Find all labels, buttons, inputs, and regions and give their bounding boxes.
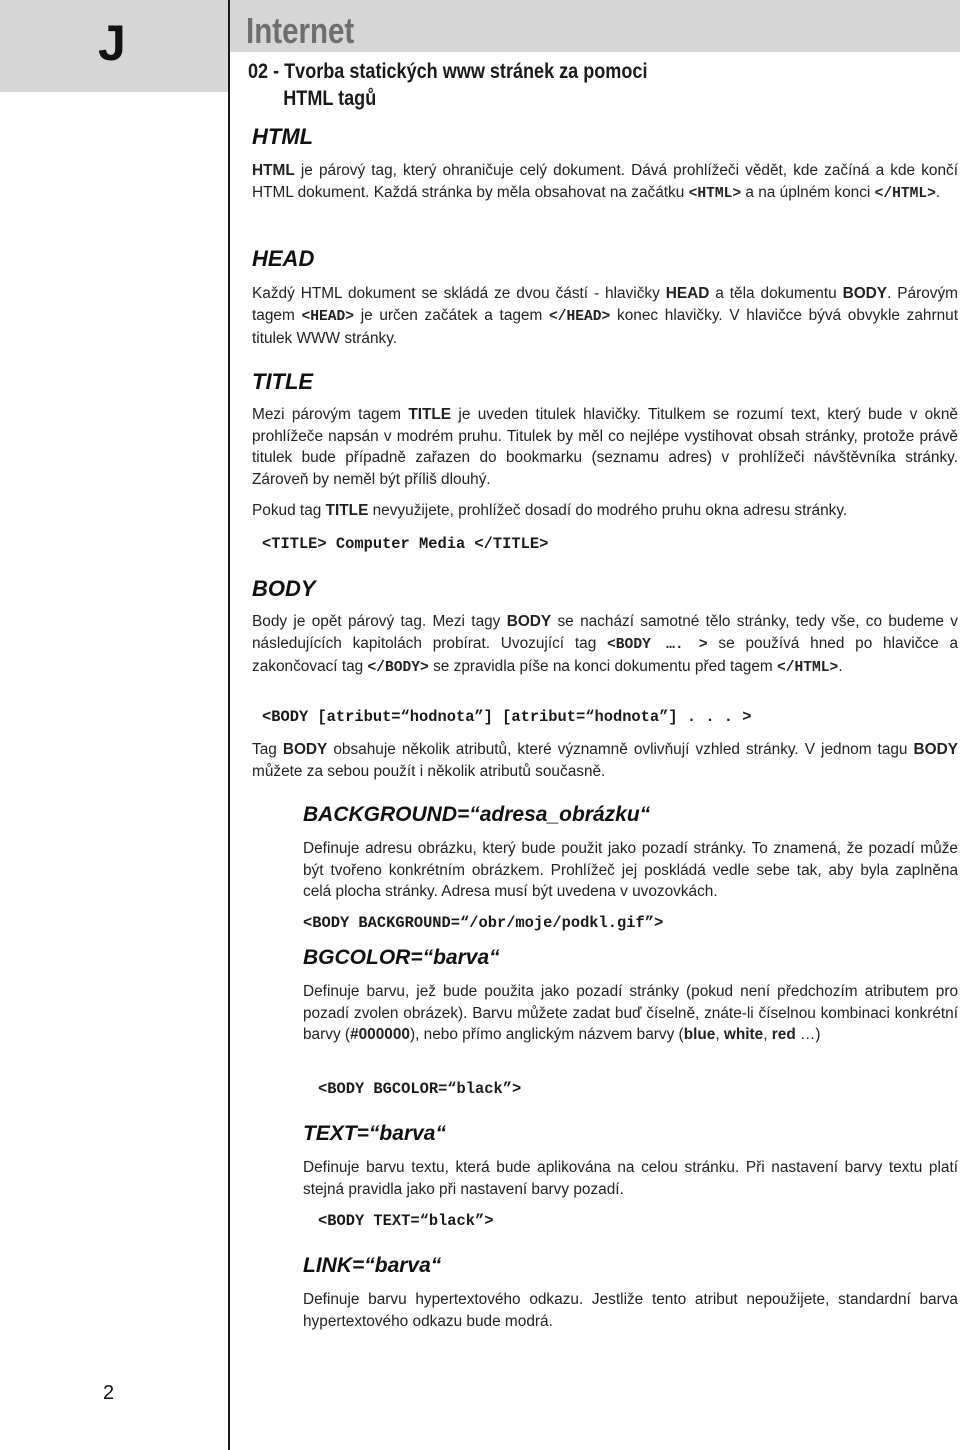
heading-head: HEAD	[252, 246, 315, 271]
code-body-syntax: <BODY [atribut=“hodnota”] [atribut=“hodnota”] . . . >	[262, 708, 752, 726]
lesson-title-line1: 02 - Tvorba statických www stránek za pomoci	[248, 60, 648, 83]
heading-html: HTML	[252, 124, 314, 149]
code-text-example: <BODY TEXT=“black”>	[318, 1212, 494, 1230]
paragraph-head: Každý HTML dokument se skládá ze dvou částí - hlavičky HEAD a těla dokumentu BODY. Párovým tagem <HEAD> je určen začátek a tagem </HEAD> konec hlavičky. V hlavičce bývá obvykle zahrnut titulek WWW stránky.	[252, 285, 958, 348]
page-number: 2	[103, 1382, 115, 1404]
lesson-title	[248, 58, 647, 112]
sidebar-divider	[228, 0, 230, 1450]
code-title-example: <TITLE> Computer Media </TITLE>	[262, 535, 549, 553]
heading-bgcolor: BGCOLOR=“barva“	[303, 946, 500, 969]
heading-body: BODY	[252, 576, 316, 601]
paragraph-body-attributes: Tag BODY obsahuje několik atributů, které významně ovlivňují vzhled stránky. V jednom tagu BODY můžete za sebou použít i několik atributů současně.	[252, 741, 958, 780]
lesson-title-line2: HTML tagů	[283, 87, 377, 110]
section-letter: J	[98, 15, 126, 71]
paragraph-text: Definuje barvu textu, která bude aplikována na celou stránku. Při nastavení barvy textu platí stejná pravidla jako při nastavení barvy pozadí.	[303, 1159, 958, 1198]
paragraph-body: Body je opět párový tag. Mezi tagy BODY se nachází samotné tělo stránky, tedy vše, co budeme v následujících kapitolách probírat. Uvozující tag <BODY …. > se používá hned po hlavičce a zakončovací tag </BODY> se zpravidla píše na konci dokumentu před tagem </HTML>.	[252, 613, 958, 677]
paragraph-link: Definuje barvu hypertextového odkazu. Jestliže tento atribut nepoužijete, standardní barva hypertextového odkazu bude modrá.	[303, 1291, 958, 1330]
heading-background: BACKGROUND=“adresa_obrázku“	[303, 803, 651, 826]
paragraph-background: Definuje adresu obrázku, který bude použit jako pozadí stránky. To znamená, že pozadí může být tvořeno konkrétním obrázkem. Prohlížeč jej poskládá vedle sebe tak, aby byla zaplněna celá plocha stránky. Adresa musí být uvedena v uvozovkách.	[303, 840, 958, 901]
heading-text: TEXT=“barva“	[303, 1122, 446, 1145]
paragraph-title: Mezi párovým tagem TITLE je uveden titulek hlavičky. Titulkem se rozumí text, který bude v okně prohlížeče napsán v modrém pruhu. Titulek by měl co nejlépe vystihovat obsah stránky, protože právě titulek bude případně zařazen do bookmarku (seznamu adres) v prohlížeči návštěvníka stránky. Zároveň by neměl být příliš dlouhý.	[252, 406, 958, 488]
paragraph-title-fallback: Pokud tag TITLE nevyužijete, prohlížeč dosadí do modrého pruhu okna adresu stránky.	[252, 502, 848, 519]
paragraph-bgcolor: Definuje barvu, jež bude použita jako pozadí stránky (pokud není předchozím atributem pro pozadí zvolen obrázek). Barvu můžete zadat buď číselně, znáte-li číselnou kombinaci konkrétní barvy (#000000), nebo přímo anglickým názvem barvy (blue, white, red …)	[303, 983, 958, 1044]
heading-link: LINK=“barva“	[303, 1254, 442, 1277]
heading-title: TITLE	[252, 369, 314, 394]
chapter-title: Internet	[246, 10, 355, 51]
sidebar	[0, 0, 228, 1450]
paragraph-html: HTML je párový tag, který ohraničuje celý dokument. Dává prohlížeči vědět, kde začíná a kde končí HTML dokument. Každá stránka by měla obsahovat na začátku <HTML> a na úplném konci </HTML>.	[252, 162, 958, 202]
code-bgcolor-example: <BODY BGCOLOR=“black”>	[318, 1080, 522, 1098]
code-background-example: <BODY BACKGROUND=“/obr/moje/podkl.gif”>	[303, 914, 664, 932]
